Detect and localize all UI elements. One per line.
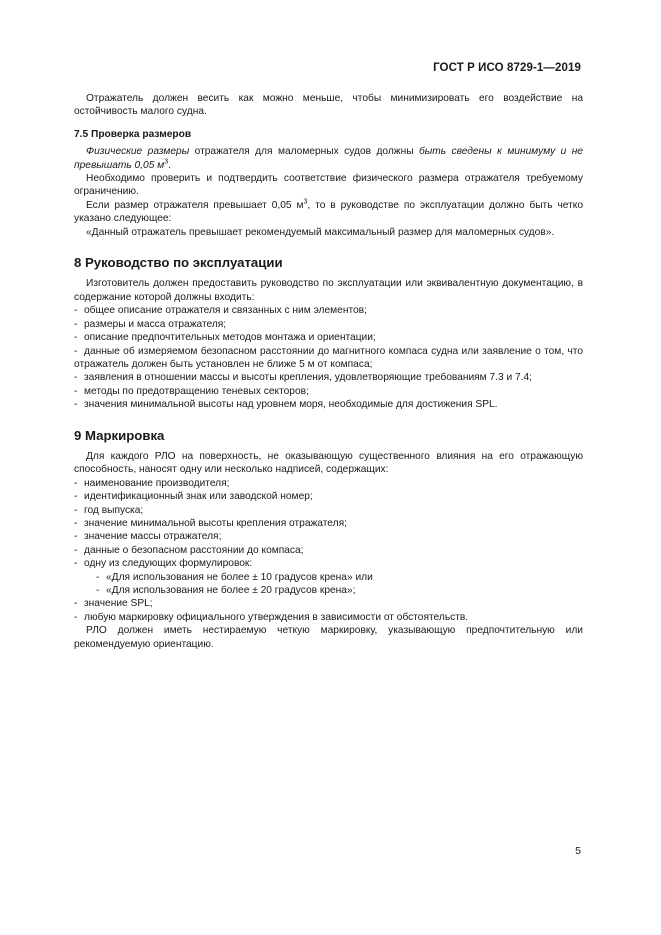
list-dash: - [74, 305, 78, 317]
list-dash: - [74, 531, 78, 543]
list-item-text: общее описание отражателя и связанных с ним элементов; [84, 305, 367, 317]
document-id: ГОСТ Р ИСО 8729-1—2019 [433, 62, 581, 74]
list-item-text: данные о безопасном расстоянии до компаса; [84, 544, 304, 556]
list-item-text: размеры и масса отражателя; [84, 318, 227, 330]
list-dash: - [74, 318, 78, 330]
page-content [74, 92, 583, 651]
list-item-text: одну из следующих формулировок: [84, 558, 253, 570]
list-dash: - [74, 517, 78, 529]
list-dash: - [74, 332, 78, 344]
list-item-text: любую маркировку официального утверждения в зависимости от обстоятельств. [84, 611, 469, 623]
list-item-text: год выпуска; [84, 504, 144, 516]
list-dash: - [74, 491, 78, 503]
list-item-text: данные об измеряемом безопасном расстоянии до магнитного компаса судна или заявление о том, что отражатель должен быть установлен не ближе 5 м от компаса; [74, 345, 583, 370]
list-item [74, 385, 583, 398]
section-7-5-heading: 7.5 Проверка размеров [74, 128, 192, 140]
list-dash: - [74, 399, 78, 411]
section-8-intro: Изготовитель должен предоставить руководство по эксплуатации или эквивалентную документацию, в содержание которой должны входить: [74, 278, 583, 303]
list-item [74, 557, 583, 570]
section-8-list [74, 304, 583, 411]
list-dash: - [96, 585, 100, 596]
list-item-text: наименование производителя; [84, 477, 230, 489]
emphasis-text: Физические размеры [86, 146, 190, 158]
list-item [74, 398, 583, 411]
section-9-closing: РЛО должен иметь нестираемую четкую маркировку, указывающую предпочтительную или рекомендуемую ориентацию. [74, 625, 583, 650]
list-item [74, 611, 583, 624]
list-dash: - [74, 385, 78, 397]
list-item-text: описание предпочтительных методов монтажа и ориентации; [84, 332, 376, 344]
intro-paragraph: Отражатель должен весить как можно меньше, чтобы минимизировать его воздействие на остойчивость малого судна. [74, 93, 583, 118]
list-dash: - [96, 571, 100, 583]
list-item [74, 504, 583, 517]
list-item-text: заявления в отношении массы и высоты крепления, удовлетворяющие требованиям 7.3 и 7.4; [84, 372, 533, 384]
list-dash: - [74, 611, 78, 623]
list-item [74, 597, 583, 610]
list-item [74, 477, 583, 490]
list-item-text: значение массы отражателя; [84, 531, 222, 543]
superscript: 3 [303, 198, 308, 206]
paragraph-text: Если размер отражателя превышает 0,05 м [86, 199, 304, 211]
sub-list-item [74, 571, 583, 584]
paragraph-text: , то в руководстве по эксплуатации должно быть четко указано следующее: [74, 199, 583, 225]
list-item [74, 544, 583, 557]
section-7-5-paragraph-3 [74, 199, 583, 226]
list-item [74, 490, 583, 503]
list-item [74, 345, 583, 372]
section-9-intro: Для каждого РЛО на поверхность, не оказывающую существенного влияния на его отражающую способность, наносят одну или несколько надписей, содержащих: [74, 450, 583, 476]
list-item-text: значение минимальной высоты крепления отражателя; [84, 517, 347, 529]
paragraph-text: отражателя для маломерных судов должны [189, 146, 419, 158]
paragraph-text: . [168, 159, 171, 171]
list-dash: - [74, 477, 78, 489]
page-number: 5 [575, 845, 581, 857]
list-item [74, 331, 583, 344]
list-item-text: значение SPL; [84, 598, 153, 610]
list-dash: - [74, 345, 78, 357]
superscript: 3 [164, 158, 169, 166]
list-item-text: идентификационный знак или заводской номер; [84, 491, 313, 503]
list-item-text: «Для использования не более ± 20 градусов крена»; [106, 585, 356, 596]
list-dash: - [74, 504, 78, 516]
list-item-text: значения минимальной высоты над уровнем моря, необходимые для достижения SPL. [84, 399, 498, 411]
list-item [74, 318, 583, 331]
section-9-list [74, 477, 583, 624]
section-7-5-paragraph-4: «Данный отражатель превышает рекомендуемый максимальный размер для маломерных судов». [86, 226, 555, 238]
section-9-heading: 9 Маркировка [74, 427, 165, 443]
section-7-5-paragraph-2: Необходимо проверить и подтвердить соответствие физического размера отражателя требуемому ограничению. [74, 173, 583, 198]
section-7-5-paragraph-1 [74, 145, 583, 172]
list-item-text: методы по предотвращению теневых секторов; [84, 385, 309, 397]
list-item [74, 304, 583, 317]
list-dash: - [74, 598, 78, 610]
emphasis-text: быть сведены к минимуму и не превышать 0,05 м [74, 146, 583, 171]
section-8-heading: 8 Руководство по эксплуатации [74, 255, 283, 271]
list-dash: - [74, 558, 78, 570]
list-item [74, 517, 583, 530]
list-item [74, 530, 583, 543]
list-dash: - [74, 544, 78, 556]
sub-list-item [74, 584, 583, 597]
list-item [74, 371, 583, 384]
list-item-text: «Для использования не более ± 10 градусов крена» или [106, 571, 373, 583]
list-dash: - [74, 372, 78, 384]
